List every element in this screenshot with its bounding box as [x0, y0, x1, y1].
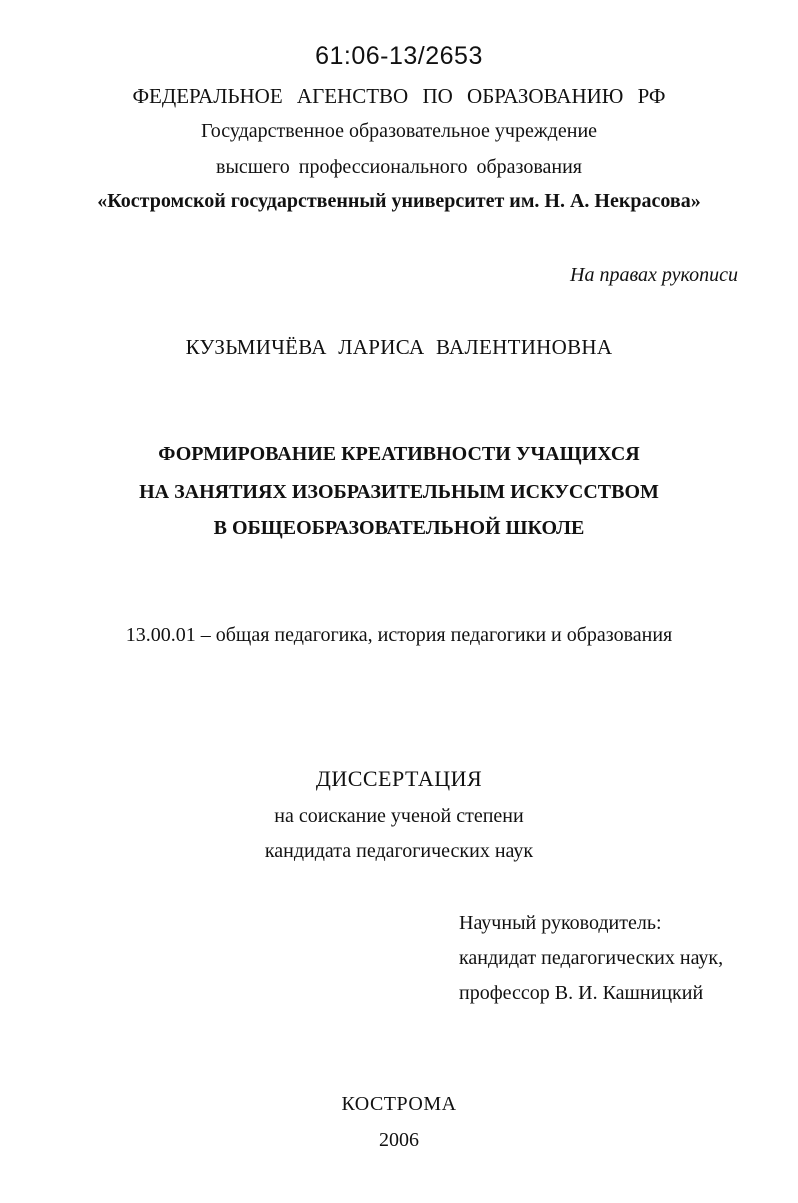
institution-line-2: высшего профессионального образования [216, 156, 582, 178]
year: 2006 [379, 1129, 419, 1151]
institution-line-1: Государственное образовательное учреждение [200, 120, 598, 142]
agency-name: ФЕДЕРАЛЬНОЕ АГЕНСТВО ПО ОБРАЗОВАНИЮ РФ [132, 84, 666, 108]
degree-line-2: кандидата педагогических наук [264, 840, 534, 862]
advisor-degree: кандидат педагогических наук, [459, 947, 724, 969]
title-line-2: НА ЗАНЯТИЯХ ИЗОБРАЗИТЕЛЬНЫМ ИСКУССТВОМ [139, 481, 659, 503]
university-name: «Костромской государственный университет им. Н. А. Некрасова» [97, 190, 701, 212]
city: КОСТРОМА [341, 1093, 457, 1115]
catalog-code: 61:06-13/2653 [315, 42, 483, 70]
manuscript-note: На правах рукописи [570, 264, 738, 286]
title-line-3: В ОБЩЕОБРАЗОВАТЕЛЬНОЙ ШКОЛЕ [213, 517, 585, 539]
work-type-label: ДИССЕРТАЦИЯ [315, 766, 483, 791]
author-name: КУЗЬМИЧЁВА ЛАРИСА ВАЛЕНТИНОВНА [185, 335, 613, 359]
advisor-block [459, 913, 723, 1018]
degree-line-1: на соискание ученой степени [274, 805, 524, 827]
specialty-code: 13.00.01 – общая педагогика, история педагогики и образования [125, 624, 673, 646]
title-line-1: ФОРМИРОВАНИЕ КРЕАТИВНОСТИ УЧАЩИХСЯ [158, 443, 640, 465]
advisor-label: Научный руководитель: [459, 912, 662, 934]
advisor-name: профессор В. И. Кашницкий [459, 982, 704, 1004]
